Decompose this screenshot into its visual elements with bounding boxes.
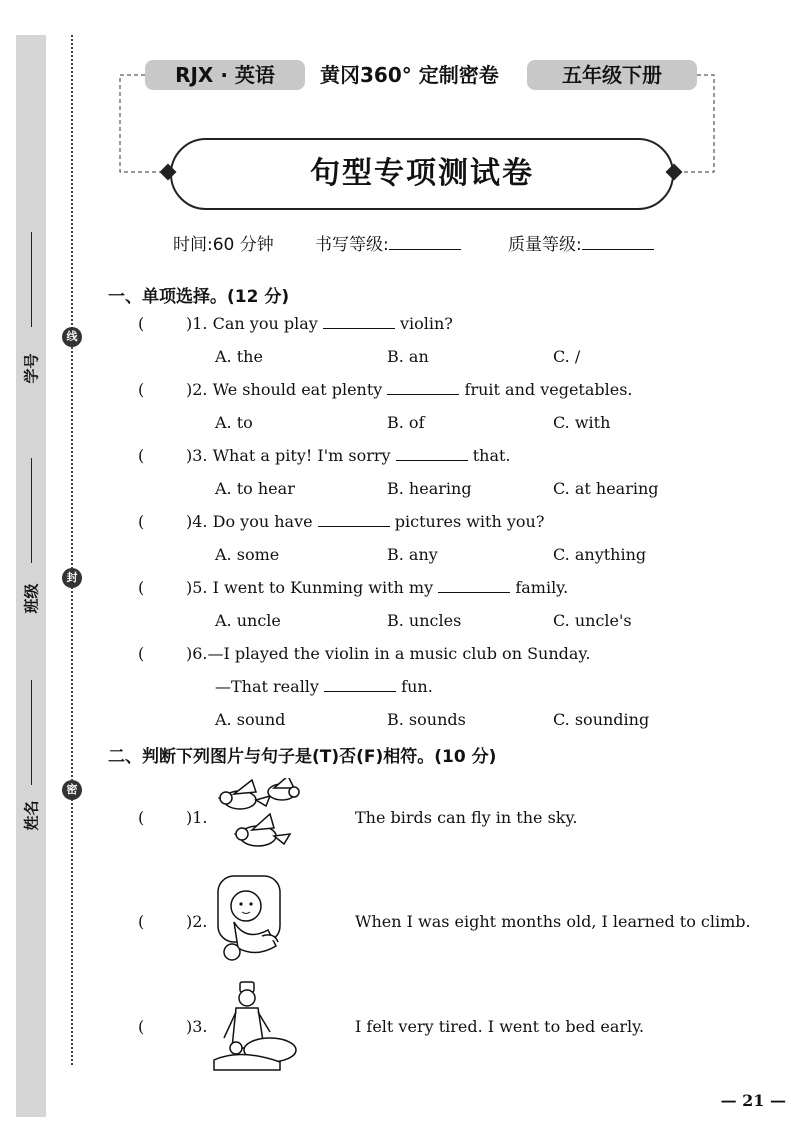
option-b[interactable]: B. uncles	[387, 611, 462, 630]
item-number: )1.	[186, 808, 208, 827]
option-c[interactable]: C. anything	[553, 545, 647, 564]
blank[interactable]	[318, 512, 390, 527]
option-c[interactable]: C. uncle's	[553, 611, 632, 630]
answer-paren[interactable]: (	[138, 578, 145, 597]
answer-paren[interactable]: (	[138, 912, 145, 931]
option-a[interactable]: A. sound	[215, 710, 286, 729]
page-number: — 21 —	[720, 1091, 786, 1110]
birds-picture	[212, 778, 302, 860]
blank[interactable]	[323, 314, 395, 329]
quality-grade-blank[interactable]	[582, 233, 654, 250]
grade-badge: 五年级下册	[527, 60, 697, 90]
student-id-line	[31, 232, 32, 327]
option-c[interactable]: C. with	[553, 413, 611, 432]
item-number: )3.	[186, 1017, 208, 1036]
question-6-line2: —That really fun.	[215, 677, 433, 696]
blank[interactable]	[438, 578, 510, 593]
question-3: )3. What a pity! I'm sorry that.	[186, 446, 511, 465]
answer-paren[interactable]: (	[138, 512, 145, 531]
name-line	[31, 680, 32, 785]
option-b[interactable]: B. sounds	[387, 710, 466, 729]
name-label: 姓名	[22, 800, 41, 831]
cut-mark-secret: 密	[62, 780, 82, 800]
writing-grade-blank[interactable]	[389, 233, 461, 250]
quality-grade: 质量等级:	[508, 230, 654, 255]
answer-paren[interactable]: (	[138, 644, 145, 663]
series-title: 黄冈360° 定制密卷	[320, 63, 499, 87]
item-number: )2.	[186, 912, 208, 931]
blank[interactable]	[396, 446, 468, 461]
section2-heading: 二、判断下列图片与句子是(T)否(F)相符。(10 分)	[108, 747, 497, 767]
option-c[interactable]: C. sounding	[553, 710, 650, 729]
blank[interactable]	[387, 380, 459, 395]
page-title: 句型专项测试卷	[310, 156, 534, 191]
subject-badge: RJX · 英语	[145, 60, 305, 90]
baby-picture	[212, 872, 292, 967]
option-c[interactable]: C. /	[553, 347, 581, 366]
question-5: )5. I went to Kunming with my family.	[186, 578, 569, 597]
question-1: )1. Can you play violin?	[186, 314, 453, 333]
option-a[interactable]: A. to	[215, 413, 253, 432]
sentence-1: The birds can fly in the sky.	[355, 808, 578, 827]
writing-grade: 书写等级:	[315, 230, 461, 255]
option-b[interactable]: B. an	[387, 347, 429, 366]
option-b[interactable]: B. of	[387, 413, 425, 432]
answer-paren[interactable]: (	[138, 1017, 145, 1036]
answer-paren[interactable]: (	[138, 314, 145, 333]
answer-paren[interactable]: (	[138, 808, 145, 827]
blank[interactable]	[324, 677, 396, 692]
answer-paren[interactable]: (	[138, 446, 145, 465]
question-4: )4. Do you have pictures with you?	[186, 512, 545, 531]
option-a[interactable]: A. the	[215, 347, 263, 366]
sentence-2: When I was eight months old, I learned to climb.	[355, 912, 751, 931]
option-a[interactable]: A. some	[215, 545, 280, 564]
option-b[interactable]: B. hearing	[387, 479, 472, 498]
class-line	[31, 458, 32, 563]
student-id-label: 学号	[22, 353, 41, 384]
cut-mark-line: 线	[62, 327, 82, 347]
option-a[interactable]: A. uncle	[215, 611, 281, 630]
section1-heading: 一、单项选择。(12 分)	[108, 287, 290, 307]
time-limit: 时间:60 分钟	[173, 235, 274, 255]
option-c[interactable]: C. at hearing	[553, 479, 659, 498]
class-label: 班级	[22, 583, 41, 614]
sentence-3: I felt very tired. I went to bed early.	[355, 1017, 645, 1036]
option-a[interactable]: A. to hear	[215, 479, 295, 498]
doctor-picture	[210, 978, 300, 1073]
question-2: )2. We should eat plenty fruit and vegetables.	[186, 380, 633, 399]
question-6: )6.—I played the violin in a music club on Sunday.	[186, 644, 591, 663]
cut-mark-seal: 封	[62, 568, 82, 588]
option-b[interactable]: B. any	[387, 545, 438, 564]
answer-paren[interactable]: (	[138, 380, 145, 399]
